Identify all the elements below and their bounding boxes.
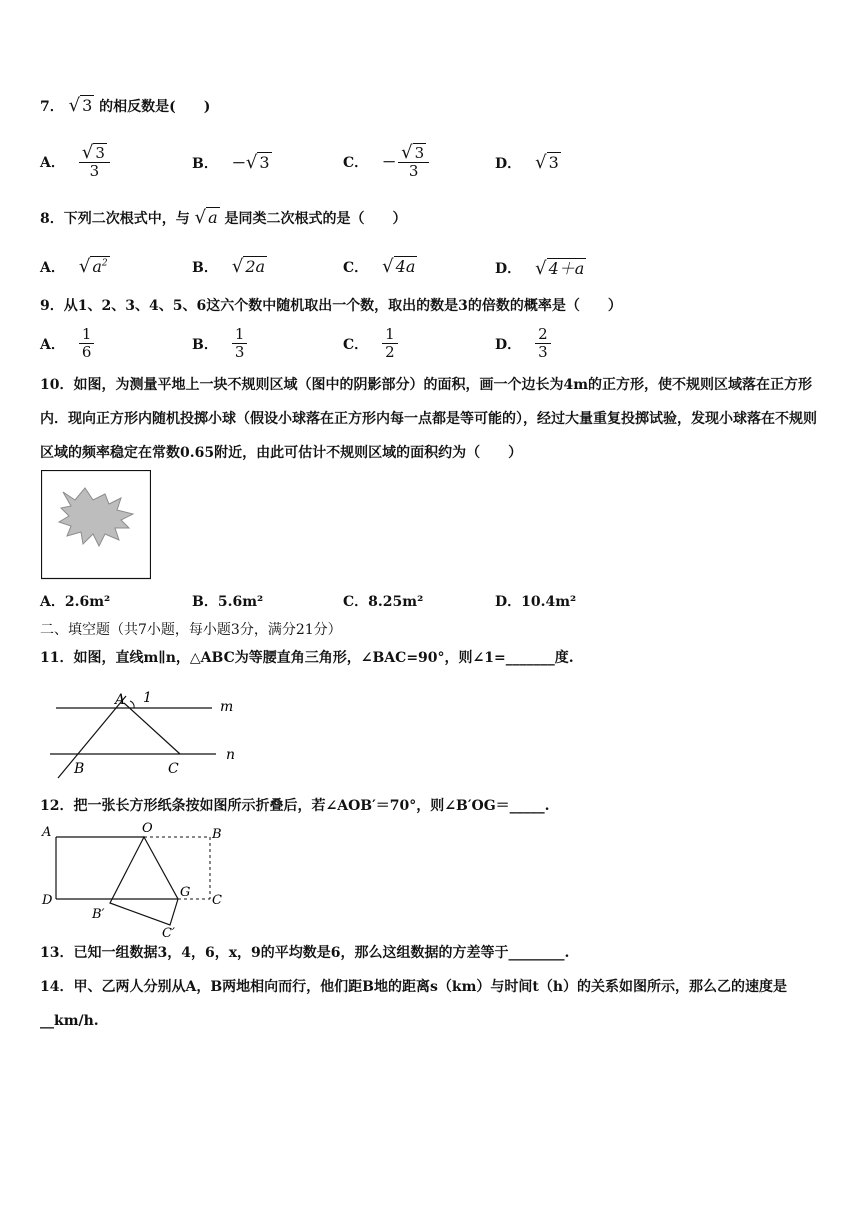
fraction: $\frac{2}{3}$ [535,326,551,361]
q10-option-b[interactable]: B．5.6m² [192,594,264,610]
sqrt-expression: √ 4＋a [535,258,585,279]
option-label: C． [343,155,369,171]
label-c: C [168,761,179,777]
label-c-prime: C′ [162,926,175,940]
label-n: n [226,747,236,763]
angle-1-arc [130,701,134,708]
option-label: A． [40,259,65,276]
q8-option-a[interactable] [40,256,110,277]
fraction: $\frac{1}{2}$ [382,326,398,361]
option-label: C． [343,336,369,353]
label-b: B [212,827,222,842]
q8-option-c[interactable] [343,256,417,277]
sqrt-expression: √ 4a [382,256,416,277]
q9-option-b[interactable] [192,326,247,361]
sqrt-expression: √ 3 [245,152,270,173]
label-a: A [42,825,52,840]
question-13: 13．已知一组数据3，4，6，x，9的平均数是6，那么这组数据的方差等于________. [40,945,570,961]
label-m: m [220,699,234,715]
q12-figure [38,820,238,944]
fraction: $\frac{1}{3}$ [232,326,248,361]
q8-option-d[interactable] [495,256,586,279]
q8-option-b[interactable] [192,256,267,277]
label-a: A [115,692,126,708]
label-c: C [212,893,222,908]
question-10: 10．如图，为测量平地上一块不规则区域（图中的阴影部分）的面积，画一个边长为4m的正方形，使不规则区域落在正方形内．现向正方形内随机投掷小球（假设小球落在正方形内每一点都是等可能的），经过大量重复投掷试验，发现小球落在不规则区域的频率稳定在常数0.65附近，由此可估计不规则区域的面积约为（ ） [40,377,817,461]
option-label: A． [40,336,65,353]
sqrt-expression: √ $a^2$ [78,256,108,277]
option-label: D． [495,260,522,277]
q9-option-d[interactable] [495,326,551,361]
option-label: D． [495,336,522,353]
section-heading: 二、填空题（共7小题，每小题3分，满分21分） [40,622,342,638]
option-label: A． [40,155,65,171]
q10-option-d[interactable]: D．10.4m² [495,594,577,610]
option-label: D． [495,155,522,172]
q11-figure [44,683,244,787]
q10-figure [41,470,151,584]
q7-option-c[interactable] [343,144,429,180]
fraction: $\frac{√ 3}{3}$ [79,144,110,180]
option-label: B． [192,336,218,353]
label-angle-1: 1 [143,690,152,706]
q9-option-a[interactable] [40,326,94,361]
sqrt-expression: √ 3 [68,95,93,116]
q9-option-c[interactable] [343,326,398,361]
question-7-number: 7． [40,99,64,115]
question-9: 9．从1、2、3、4、5、6这六个数中随机取出一个数，取出的数是3的倍数的概率是（ ） [40,298,622,314]
question-8-stem: 8．下列二次根式中，与 [40,211,190,227]
q7-option-a[interactable] [40,144,110,180]
question-11: 11．如图，直线m∥n，△ABC为等腰直角三角形，∠BAC=90°，则∠1=_______度. [40,650,574,666]
question-12: 12．把一张长方形纸条按如图所示折叠后，若∠AOB′＝70°，则∠B′OG＝_____. [40,798,550,814]
question-7 [40,96,210,117]
label-d: D [42,893,53,908]
fraction: $\frac{√ 3}{3}$ [398,144,429,180]
sqrt-expression: √ a [194,207,218,228]
q7-option-d[interactable] [495,152,561,173]
question-8 [40,208,407,229]
option-label: B． [192,259,218,276]
segment-ac [124,703,180,754]
option-label: C． [343,259,369,276]
minus-sign: － [231,155,246,172]
option-label: B． [192,155,218,172]
q7-option-b[interactable] [192,152,272,173]
question-8-stem-end: 是同类二次根式的是（ ） [224,211,407,227]
sqrt-expression: √ 2a [231,256,266,277]
question-7-stem: 的相反数是( ) [99,99,211,115]
question-14: 14．甲、乙两人分别从A，B两地相向而行，他们距B地的距离s（km）与时间t（h）的关系如图所示，那么乙的速度是__km/h. [40,979,788,1029]
sqrt-expression: √ 3 [535,152,559,173]
label-g: G [180,885,191,900]
label-o: O [142,821,153,836]
label-b-prime: B′ [92,907,105,922]
fraction: $\frac{1}{6}$ [79,326,95,361]
label-b: B [74,761,85,777]
minus-sign: － [382,155,397,171]
q10-option-a[interactable]: A．2.6m² [40,594,111,610]
q10-option-c[interactable]: C．8.25m² [343,594,424,610]
